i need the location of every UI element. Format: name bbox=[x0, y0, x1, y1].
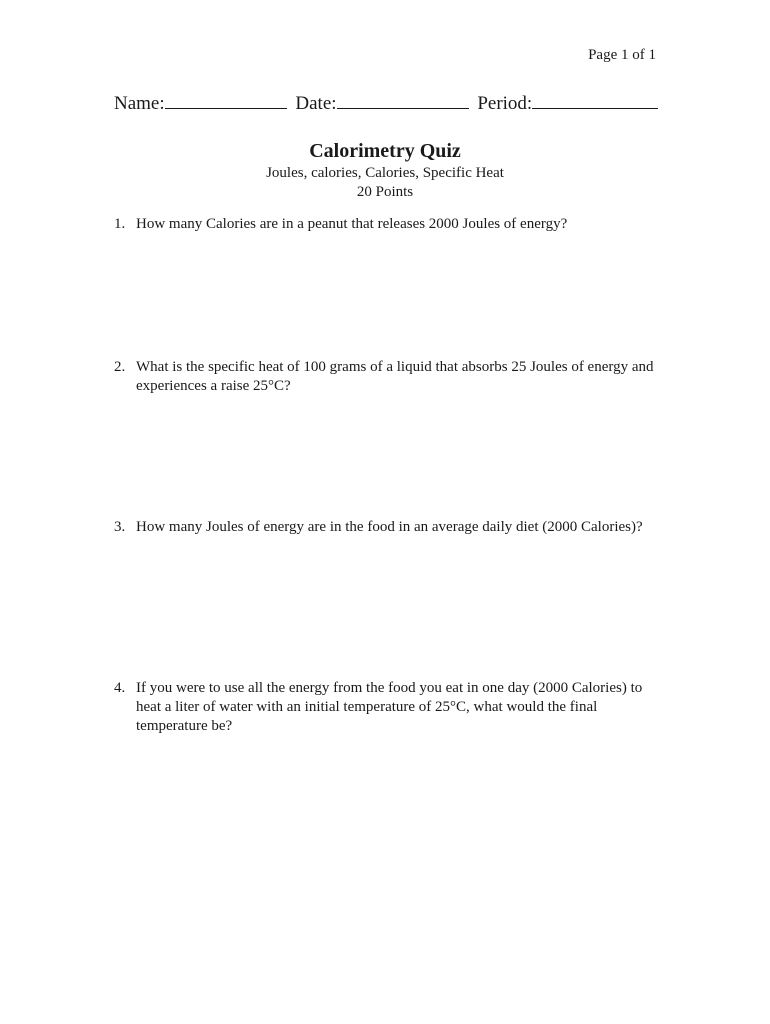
question-1 bbox=[114, 215, 654, 234]
question-text: How many Joules of energy are in the food in an average daily diet (2000 Calories)? bbox=[136, 519, 643, 535]
question-number: 2. bbox=[114, 359, 126, 375]
quiz-title: Calorimetry Quiz bbox=[309, 140, 461, 162]
quiz-subtitle: Joules, calories, Calories, Specific Heat bbox=[266, 165, 504, 181]
name-label: Name: bbox=[114, 93, 165, 114]
student-info-fields bbox=[114, 93, 662, 115]
title-block bbox=[0, 138, 770, 202]
question-text: How many Calories are in a peanut that releases 2000 Joules of energy? bbox=[136, 216, 568, 232]
period-label: Period: bbox=[477, 93, 533, 114]
date-field bbox=[295, 93, 468, 115]
question-text: What is the specific heat of 100 grams of a liquid that absorbs 25 Joules of energy and experiences a raise 25°C? bbox=[136, 359, 654, 394]
question-number: 4. bbox=[114, 680, 126, 696]
question-text: If you were to use all the energy from the food you eat in one day (2000 Calories) to heat a liter of water with an initial temperature of 25°C, what would the final temperature be? bbox=[136, 680, 643, 734]
period-blank-line[interactable] bbox=[532, 94, 658, 109]
name-field bbox=[114, 93, 287, 115]
date-blank-line[interactable] bbox=[337, 94, 469, 109]
question-4 bbox=[114, 679, 654, 736]
period-field bbox=[477, 93, 658, 115]
name-blank-line[interactable] bbox=[165, 94, 287, 109]
question-number: 1. bbox=[114, 216, 126, 232]
question-number: 3. bbox=[114, 519, 126, 535]
quiz-points: 20 Points bbox=[356, 184, 414, 200]
question-3 bbox=[114, 518, 654, 537]
question-2 bbox=[114, 358, 654, 396]
page-number: Page 1 of 1 bbox=[588, 47, 656, 63]
date-label: Date: bbox=[295, 93, 337, 114]
